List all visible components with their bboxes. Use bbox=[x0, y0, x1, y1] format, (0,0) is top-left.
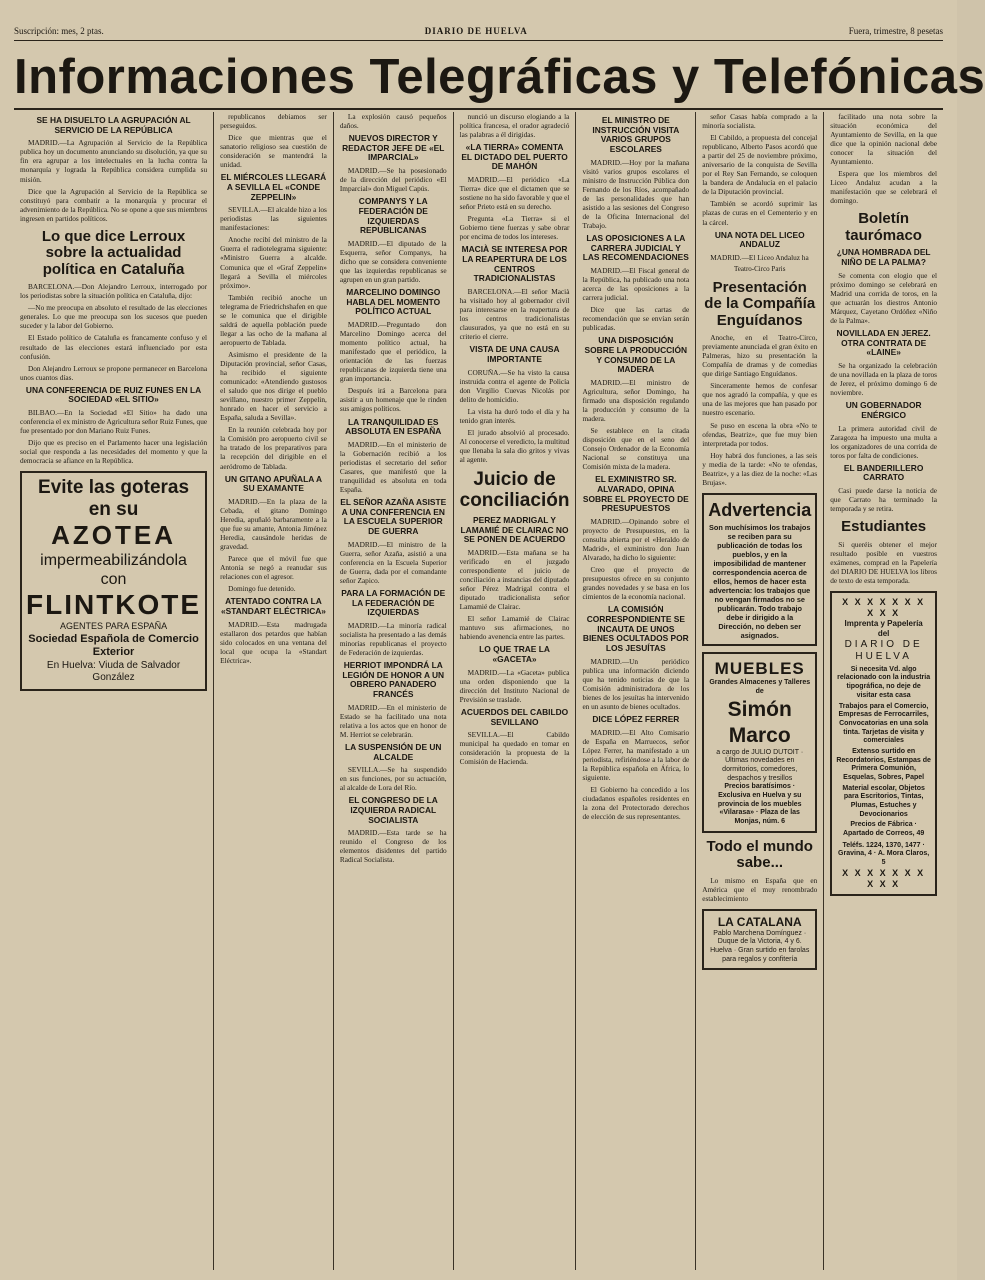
article-paragraph: La vista ha duró todo el día y ha tenido gran interés. bbox=[459, 406, 570, 425]
article-heading: PARA LA FORMACIÓN DE LA FEDERACIÓN DE IZQUIERDAS bbox=[341, 587, 446, 618]
subscription-local: Suscripción: mes, 2 ptas. bbox=[14, 26, 104, 36]
article-paragraph: —No me preocupa en absoluto el resultado de las elecciones generales. Lo que me preocupa son los sucesos que pueden suceder y la labor del Gobierno. bbox=[20, 303, 208, 331]
article-paragraph: MADRID.—La Agrupación al Servicio de la República publica hoy un documento anunciando su disolución, ya que su fin era agrupar a los intelectuales en la lucha contra la monarquía y lograda la República considera cumplida su misión. bbox=[20, 138, 208, 184]
article-paragraph: Si queréis obtener el mejor resultado posible en vuestros exámenes, comprad en la Papelería del DIARIO DE HUELVA los libros de texto de esta temporada. bbox=[830, 539, 938, 585]
article-paragraph: Hoy habrá dos funciones, a las seis y media de la tarde: «No te ofendas, Beatriz», y a las diez de la noche: «Las Brujas». bbox=[702, 450, 818, 487]
article-heading: LO QUE TRAE LA «GACETA» bbox=[479, 644, 550, 664]
article-paragraph: También se acordó suprimir las plazas de curas en el Cementerio y en la cárcel. bbox=[702, 199, 818, 227]
advertencia-box bbox=[702, 493, 817, 646]
article-paragraph: MADRID.—El diputado de la Esquerra, señor Companys, ha dicho que se considera conveniente que las izquierdas republicanas se agrupen en un gran partido. bbox=[339, 238, 447, 285]
ad-text: Precios de Fábrica · Apartado de Correos, 49 bbox=[842, 821, 925, 837]
article-heading-large: Boletín taurómaco bbox=[845, 210, 922, 244]
article-paragraph: Anoche, en el Teatro-Circo, previamente anunciada el gran éxito en Palmeras, hizo su presentación la Compañía de dramas y de comedias que dirige Santiago Enguídanos. bbox=[702, 333, 818, 379]
article-paragraph: Dice que la Agrupación al Servicio de la República se constituyó para combatir a la monarquía y procurar el advenimiento de la República. No se opone a que sus miembros ingresen en partidos políticos. bbox=[20, 186, 208, 223]
article-heading: ACUERDOS DEL CABILDO SEVILLANO bbox=[460, 706, 569, 727]
article-paragraph: SEVILLA.—El alcalde hizo a los periodistas las siguientes manifestaciones: bbox=[220, 205, 327, 233]
article-paragraph: Se ha organizado la celebración de una novillada en la plaza de toros de Jerez, el próximo domingo 6 de noviembre. bbox=[830, 361, 938, 398]
article-paragraph: MADRID.—Un periódico publica una información diciendo que ha tenido noticias de que la Comisión administradora de los bienes de los jesuítas ha intervenido en un asunto de bienes ocultados. bbox=[582, 656, 690, 711]
article-paragraph: Anoche recibí del ministro de la Guerra el radiotelegrama siguiente: «Ministro Guerra a alcalde. Comunica que el «Graf Zeppelin» llegará a Sevilla el miércoles próximo». bbox=[220, 235, 327, 290]
ad-line: a cargo de JULIO DUTOIT · Últimas novedades en dormitorios, comedores, despachos y tresillos bbox=[716, 748, 804, 782]
ad-brand: Simón Marco bbox=[727, 697, 792, 747]
ad-text: Extenso surtido en Recordatorios, Estampas de Primera Comunión, Esquelas, Sobres, Papel bbox=[836, 747, 931, 781]
article-paragraph: Después irá a Barcelona para asistir a un homenaje que le rinden sus amigos políticos. bbox=[339, 386, 447, 414]
article-heading-large: Presentación de la Compañía Enguídanos bbox=[704, 278, 816, 329]
article-paragraph: La explosión causó pequeños daños. bbox=[339, 112, 447, 131]
article-paragraph: facilitado una nota sobre la situación económica del Ayuntamiento de Sevilla, en la que dice que la opinión nacional debe conocer la situación del Ayuntamiento. bbox=[830, 112, 938, 167]
article-paragraph: señor Casas había comprado a la minoría socialista. bbox=[702, 112, 818, 131]
article-paragraph: SEVILLA.—Se ha suspendido en sus funciones, por su actuación, al alcalde de Lora del Río. bbox=[339, 765, 447, 793]
article-paragraph: Parece que el móvil fue que Antonia se negó a reanudar sus relaciones con el agresor. bbox=[220, 554, 327, 582]
columns bbox=[14, 112, 943, 1270]
article-heading: MARCELINO DOMINGO HABLA DEL MOMENTO POLÍTICO ACTUAL bbox=[346, 287, 441, 317]
section-kicker: Teatro-Circo Paris bbox=[734, 264, 786, 273]
article-heading: EL BANDERILLERO CARRATO bbox=[843, 462, 924, 483]
imprenta-ad bbox=[830, 591, 937, 896]
article-heading: COMPANYS Y LA FEDERACIÓN DE IZQUIERDAS REPUBLICANAS bbox=[358, 196, 428, 236]
article-paragraph: MADRID.—Se ha posesionado de la dirección del periódico «El Imparcial» don Miguel Capús. bbox=[339, 166, 447, 194]
ad-line: Imprenta y Papelería bbox=[844, 619, 923, 629]
ad-brand: DIARIO DE HUELVA bbox=[844, 639, 923, 663]
article-heading: EL SEÑOR AZAÑA ASISTE A UNA CONFERENCIA EN LA ESCUELA SUPERIOR DE GUERRA bbox=[340, 497, 447, 537]
article-paragraph: Se establece en la citada disposición que en el seno del Consejo Ordenador de la Economía Nacional se constituya una Comisión mixta de la madera. bbox=[582, 426, 690, 472]
article-heading: EL CONGRESO DE LA IZQUIERDA RADICAL SOCIALISTA bbox=[348, 795, 438, 825]
flintkote-ad bbox=[20, 471, 207, 690]
article-heading: SE HA DISUELTO LA AGRUPACIÓN AL SERVICIO DE LA REPÚBLICA bbox=[36, 115, 191, 135]
article-heading: VISTA DE UNA CAUSA IMPORTANTE bbox=[469, 344, 560, 364]
column-4 bbox=[454, 112, 577, 1270]
ad-text: Si necesita Vd. algo relacionado con la industria tipográfica, no deje de visitar esta casa bbox=[837, 665, 931, 699]
article-paragraph: Se puso en escena la obra «No te ofendas, Beatriz», que fue muy bien interpretada por todos. bbox=[702, 420, 818, 448]
article-heading-large: Juicio de conciliación bbox=[459, 469, 570, 512]
article-paragraph: MADRID.—El Alto Comisario de España en Marruecos, señor López Ferrer, ha manifestado a un periodista, refiriéndose a la labor de la República española en África, lo siguiente. bbox=[582, 727, 690, 782]
article-paragraph: MADRID.—El ministro de Agricultura, señor Domingo, ha firmado una disposición regulando la producción y consumo de la madera. bbox=[582, 377, 690, 424]
article-paragraph: El jurado absolvió al procesado. Al conocerse el veredicto, la multitud que llenaba la sala dio gritos y vivas al agente. bbox=[459, 427, 570, 465]
article-paragraph: nunció un discurso elogiando a la política francesa, el orador agradeció las palabras a él dirigidas. bbox=[459, 112, 570, 140]
masthead-strip bbox=[14, 22, 943, 41]
ad-line: del bbox=[877, 629, 890, 639]
article-paragraph: Se comenta con elogio que el próximo domingo se celebrará en Madrid una corrida de toros, en la que actuarán los diestros Antonio Márquez, Cayetano Ordóñez «Niño de la Palma». bbox=[830, 270, 938, 326]
article-heading: MACIÀ SE INTERESA POR LA REAPERTURA DE LOS CENTROS TRADICIONALISTAS bbox=[461, 244, 568, 284]
article-paragraph: BARCELONA.—El señor Macià ha visitado hoy al gobernador civil para interesarse en la reapertura de los centros tradicionalistas clausurados, ya que no está en su criterio el cierre. bbox=[459, 287, 570, 342]
column-3 bbox=[334, 112, 454, 1270]
article-paragraph: También recibió anoche un telegrama de Friedrichshafen en que se le comunica que el dirigible saldrá de aquella población puede llegar a las ocho de la mañana al aeropuerto de Tablada. bbox=[220, 292, 327, 347]
article-heading: «LA TIERRA» COMENTA EL DICTADO DEL PUERTO DE MAHÓN bbox=[461, 142, 568, 172]
article-heading-large: Estudiantes bbox=[841, 518, 927, 536]
article-heading-large: Todo el mundo sabe... bbox=[706, 837, 813, 872]
decorative-x-border: X X X X X X X X X X bbox=[842, 867, 926, 889]
article-paragraph: Domingo fue detenido. bbox=[228, 584, 296, 594]
article-paragraph: El señor Lamamié de Clairac mantuvo sus afirmaciones, no habiendo avenencia entre las partes. bbox=[459, 614, 570, 642]
article-paragraph: MADRID.—Esta mañana se ha verificado en el juzgado correspondiente el juicio de conciliación a instancias del diputado señor Pérez Madrigal contra el diputado tradicionalista señor Lamamié de Clairac. bbox=[459, 547, 570, 612]
la-catalana-ad bbox=[702, 909, 817, 971]
article-heading: LA COMISIÓN CORRESPONDIENTE SE INCAUTA DE UNOS BIENES OCULTADOS POR LOS JESUÍTAS bbox=[582, 604, 689, 654]
article-paragraph: Dice que las cartas de recomendación que se envían serán publicadas. bbox=[582, 305, 690, 333]
ad-line: AZOTEA bbox=[51, 519, 176, 550]
article-paragraph: Asimismo el presidente de la Diputación provincial, señor Casas, ha recibido el siguiente comunicado: «Atendiendo gustosos el saludo que nos dirige el pueblo sevillano, nuestro primer Zeppelin, honrado en hacer el servicio a España, saluda a Sevilla». bbox=[220, 349, 327, 423]
ad-line: Precios baratísimos · Exclusiva en Huelva y su provincia de los muebles «Vilarasa» · Plaza de las Monjas, núm. 6 bbox=[717, 783, 802, 826]
ad-line: AGENTES PARA ESPAÑA bbox=[59, 621, 168, 632]
advertencia-title: Advertencia bbox=[708, 499, 812, 520]
article-paragraph: CORUÑA.—Se ha visto la causa instruida contra el agente de Policía don Virgilio Cuevas Nicolás por delito de homicidio. bbox=[459, 367, 570, 404]
article-paragraph: La primera autoridad civil de Zaragoza ha impuesto una multa a los organizadores de una corrida de toros por falta de condiciones. bbox=[830, 423, 938, 460]
subscription-outside: Fuera, trimestre, 8 pesetas bbox=[848, 26, 943, 36]
article-paragraph: Casi puede darse la noticia de que Carrato ha terminado la temporada y se retira. bbox=[830, 486, 938, 514]
article-paragraph: republicanos debiamos ser perseguidos. bbox=[220, 112, 327, 131]
article-heading: PEREZ MADRIGAL Y LAMAMIÉ DE CLAIRAC NO SE PONEN DE ACUERDO bbox=[460, 514, 569, 545]
column-7 bbox=[824, 112, 943, 1270]
article-heading: UN GITANO APUÑALA A SU EXAMANTE bbox=[224, 473, 323, 494]
article-heading: NOVILLADA EN JEREZ. OTRA CONTRATA DE «LAINE» bbox=[836, 328, 931, 358]
article-paragraph: MADRID.—La minoría radical socialista ha presentado a las demás minorías republicanas el proyecto de Federación de izquierdas. bbox=[339, 620, 447, 658]
decorative-x-border: X X X X X X X X X X bbox=[842, 596, 926, 619]
article-paragraph: MADRID.—Opinando sobre el proyecto de Presupuestos, en la consulta abierta por el «Heraldo de Madrid», el exministro don Juan Alvarado, ha dicho lo siguiente: bbox=[582, 517, 690, 563]
ad-text: Material escolar, Objetos para Escritorios, Tintas, Plumas, Estuches y Devocionarios bbox=[842, 784, 925, 818]
ad-line: Grandes Almacenes y Talleres de bbox=[709, 679, 811, 695]
article-paragraph: En la reunión celebrada hoy por la Comisión pro aeropuerto civil se ha tratado de los preparativos para la recepción del dirigible en el aeródromo de Tablada. bbox=[220, 425, 327, 471]
article-paragraph: Dijo que es preciso en el Parlamento hacer una legislación social que responda a las necesidades del momento y que la democracia se afiance en la República. bbox=[20, 438, 208, 466]
article-paragraph: BILBAO.—En la Sociedad «El Sitio» ha dado una conferencia el ex ministro de Agricultura señor Ruiz Funes, que fue presentado por don Mariano Ruiz Funes. bbox=[20, 408, 208, 436]
article-paragraph: Don Alejandro Lerroux se propone permanecer en Barcelona unos cuantos días. bbox=[20, 363, 208, 382]
article-paragraph: MADRID.—En el ministerio de Estado se ha facilitado una nota relativa a los actos que en honor de M. Herriot se celebrarán. bbox=[339, 702, 447, 739]
article-heading-large: Lo que dice Lerroux sobre la actualidad política en Cataluña bbox=[41, 227, 186, 278]
ad-line: Pablo Marchena Domínguez · Duque de la Victoria, 4 y 6. Huelva · Gran surtido en farolas para regalos y confitería bbox=[710, 929, 810, 963]
article-paragraph: El Estado político de Cataluña es francamente confuso y el resultado de las elecciones estará influenciado por esta confusión. bbox=[20, 333, 208, 361]
ad-line: MUEBLES bbox=[714, 659, 805, 679]
column-2 bbox=[214, 112, 334, 1270]
article-heading: UNA CONFERENCIA DE RUIZ FUNES EN LA SOCIEDAD «EL SITIO» bbox=[25, 384, 202, 405]
ad-brand: FLINTKOTE bbox=[26, 589, 202, 621]
article-paragraph: Dice que mientras que el sanatorio religioso sea cuestión de consideración se mantendrá la unidad. bbox=[220, 133, 327, 170]
article-paragraph: MADRID.—Esta madrugada estallaron dos petardos que habían sido colocados en una ventana del local que ocupa la «Standart Eléctrica». bbox=[220, 619, 327, 665]
article-heading: NUEVOS DIRECTOR Y REDACTOR JEFE DE «EL IMPARCIAL» bbox=[342, 133, 445, 163]
ad-line: Sociedad Española de Comercio Exterior bbox=[28, 632, 199, 659]
ad-line: En Huelva: Viuda de Salvador González bbox=[46, 659, 181, 684]
column-6 bbox=[696, 112, 824, 1270]
article-heading: HERRIOT IMPONDRÁ LA LEGIÓN DE HONOR A UN OBRERO PANADERO FRANCÉS bbox=[342, 660, 445, 700]
article-heading: ¿UNA HOMBRADA DEL NIÑO DE LA PALMA? bbox=[836, 247, 931, 268]
article-paragraph: Creo que el proyecto de presupuestos ofrece en su conjunto grandes novedades y se basa en los cimientos de la economía nacional. bbox=[582, 565, 690, 602]
ad-phones: Teléfs. 1224, 1370, 1477 · Gravina, 4 · A. Mora Claros, 5 bbox=[838, 841, 930, 866]
article-paragraph: MADRID.—El Liceo Andaluz ha bbox=[710, 252, 809, 262]
ad-text: Trabajos para el Comercio, Empresas de Ferrocarriles, Convocatorias en una sola tinta. Tarjetas de visita y comerciales bbox=[838, 702, 929, 745]
article-paragraph: MADRID.—En el ministerio de la Gobernación recibió a los periodistas el secretario del señor Casares, que manifestó que la tranquilidad es absoluta en toda España. bbox=[339, 439, 447, 495]
article-paragraph: MADRID.—El ministro de la Guerra, señor Azaña, asistió a una conferencia en la Escuela Superior de Guerra, dada por el comandante señor Zapico. bbox=[339, 539, 447, 585]
advertencia-text: Son muchísimos los trabajos se reciben para su publicación de todas los pueblos, y en la imposibilidad de mantener correspondencia acerca de ellos, hemos de hacer esta advertencia: los trabajos que no vengan firmados no se publicarán. Todo trabajo debe ir dirigido a la Dirección, no deben ser asignados. bbox=[709, 522, 811, 641]
page-headline: Informaciones Telegráficas y Telefónicas bbox=[14, 46, 943, 110]
column-1 bbox=[14, 112, 214, 1270]
article-paragraph: Espera que los miembros del Liceo Andaluz acudan a la manifestación que se celebrará el domingo. bbox=[830, 169, 938, 206]
article-paragraph: Pregunta «La Tierra» si el Gobierno tiene fuerzas y sabe obrar por encima de todos los intereses. bbox=[459, 214, 570, 242]
article-paragraph: El Gobierno ha concedido a los ciudadanos españoles residentes en la zona del Protectorado derechos de elección de sus representantes. bbox=[582, 784, 690, 822]
ad-line: Evite las goteras en su bbox=[38, 477, 190, 521]
article-paragraph: MADRID.—Hoy por la mañana visitó varios grupos escolares el ministro de Instrucción Pública don Fernando de los Ríos, acompañado de las personalidades que han asistido a las sesiones del Congreso de la Oficina Internacional del Trabajo. bbox=[582, 157, 690, 230]
ad-brand: LA CATALANA bbox=[717, 914, 802, 929]
article-paragraph: MADRID.—La «Gaceta» publica una orden disponiendo que la dirección del Instituto Nacional de Previsión se traslade. bbox=[459, 667, 570, 704]
article-heading: UNA NOTA DEL LICEO ANDALUZ bbox=[714, 229, 805, 250]
paper-name: DIARIO DE HUELVA bbox=[424, 26, 528, 36]
article-paragraph: BARCELONA.—Don Alejandro Lerroux, interrogado por los periodistas sobre la situación política en Cataluña, dijo: bbox=[20, 282, 208, 301]
article-heading: LA SUSPENSIÓN DE UN ALCALDE bbox=[345, 741, 442, 762]
article-heading: LAS OPOSICIONES A LA CARRERA JUDICIAL Y LAS RECOMENDACIONES bbox=[582, 233, 689, 263]
article-heading: UN GOBERNADOR ENÉRGICO bbox=[845, 400, 922, 420]
article-paragraph: El Cabildo, a propuesta del concejal republicano, Alberto Pasos acordó que a partir del 25 de noviembre próximo, aniversario de la conquista de Sevilla por el Rey San Fernando, se coloquen la bandera de Andalucía en el palacio de la Diputación provincial. bbox=[702, 133, 818, 197]
article-paragraph: MADRID.—En la plaza de la Cebada, el gitano Domingo Heredia, apuñaló barbaramente a la que fue su amante, Antonia Jiménez Heredia, causándole heridas de gravedad. bbox=[220, 496, 327, 552]
article-heading: ATENTADO CONTRA LA «STANDART ELÉCTRICA» bbox=[220, 596, 326, 616]
column-5 bbox=[576, 112, 696, 1270]
article-heading: UNA DISPOSICIÓN SOBRE LA PRODUCCIÓN Y CONSUMO DE LA MADERA bbox=[584, 335, 688, 375]
article-heading: EL MINISTRO DE INSTRUCCIÓN VISITA VARIOS GRUPOS ESCOLARES bbox=[592, 115, 680, 154]
article-heading: EL MIÉRCOLES LLEGARÁ A SEVILLA EL «CONDE ZEPPELIN» bbox=[220, 172, 327, 202]
article-paragraph: Lo mismo en España que en América que el muy renombrado establecimiento bbox=[702, 875, 818, 903]
article-heading: LA TRANQUILIDAD ES ABSOLUTA EN ESPAÑA bbox=[345, 416, 442, 437]
article-paragraph: SEVILLA.—El Cabildo municipal ha quedado en tomar en consideración la propuesta de la Comisión de Hacienda. bbox=[459, 730, 570, 767]
muebles-ad bbox=[702, 652, 817, 833]
article-paragraph: MADRID.—El periódico «La Tierra» dice que el dictamen que se sostiene no ha sido favorable y que el señor Prieto está en su derecho. bbox=[459, 175, 570, 212]
article-paragraph: MADRID.—El Fiscal general de la República, ha publicado una nota acerca de las oposiciones a la carrera judicial. bbox=[582, 265, 690, 303]
article-paragraph: Sinceramente hemos de confesar que nos agradó la compañía, y que es una de las mejores que han pasado por nuestro escenario. bbox=[702, 381, 818, 418]
article-heading: DICE LÓPEZ FERRER bbox=[592, 714, 680, 724]
article-paragraph: MADRID.—Esta tarde se ha reunido el Congreso de los elementos disidentes del partido Radical Socialista. bbox=[339, 828, 447, 865]
ad-line: impermeabilizándola con bbox=[40, 551, 187, 589]
article-heading: EL EXMINISTRO SR. ALVARADO, OPINA SOBRE EL PROYECTO DE PRESUPUESTOS bbox=[582, 474, 689, 514]
article-paragraph: MADRID.—Preguntado don Marcelino Domingo acerca del momento político actual, ha manifestado que el periódico, la orientación de las fuerzas republicanas de izquierda tiene una gran importancia. bbox=[339, 320, 447, 384]
